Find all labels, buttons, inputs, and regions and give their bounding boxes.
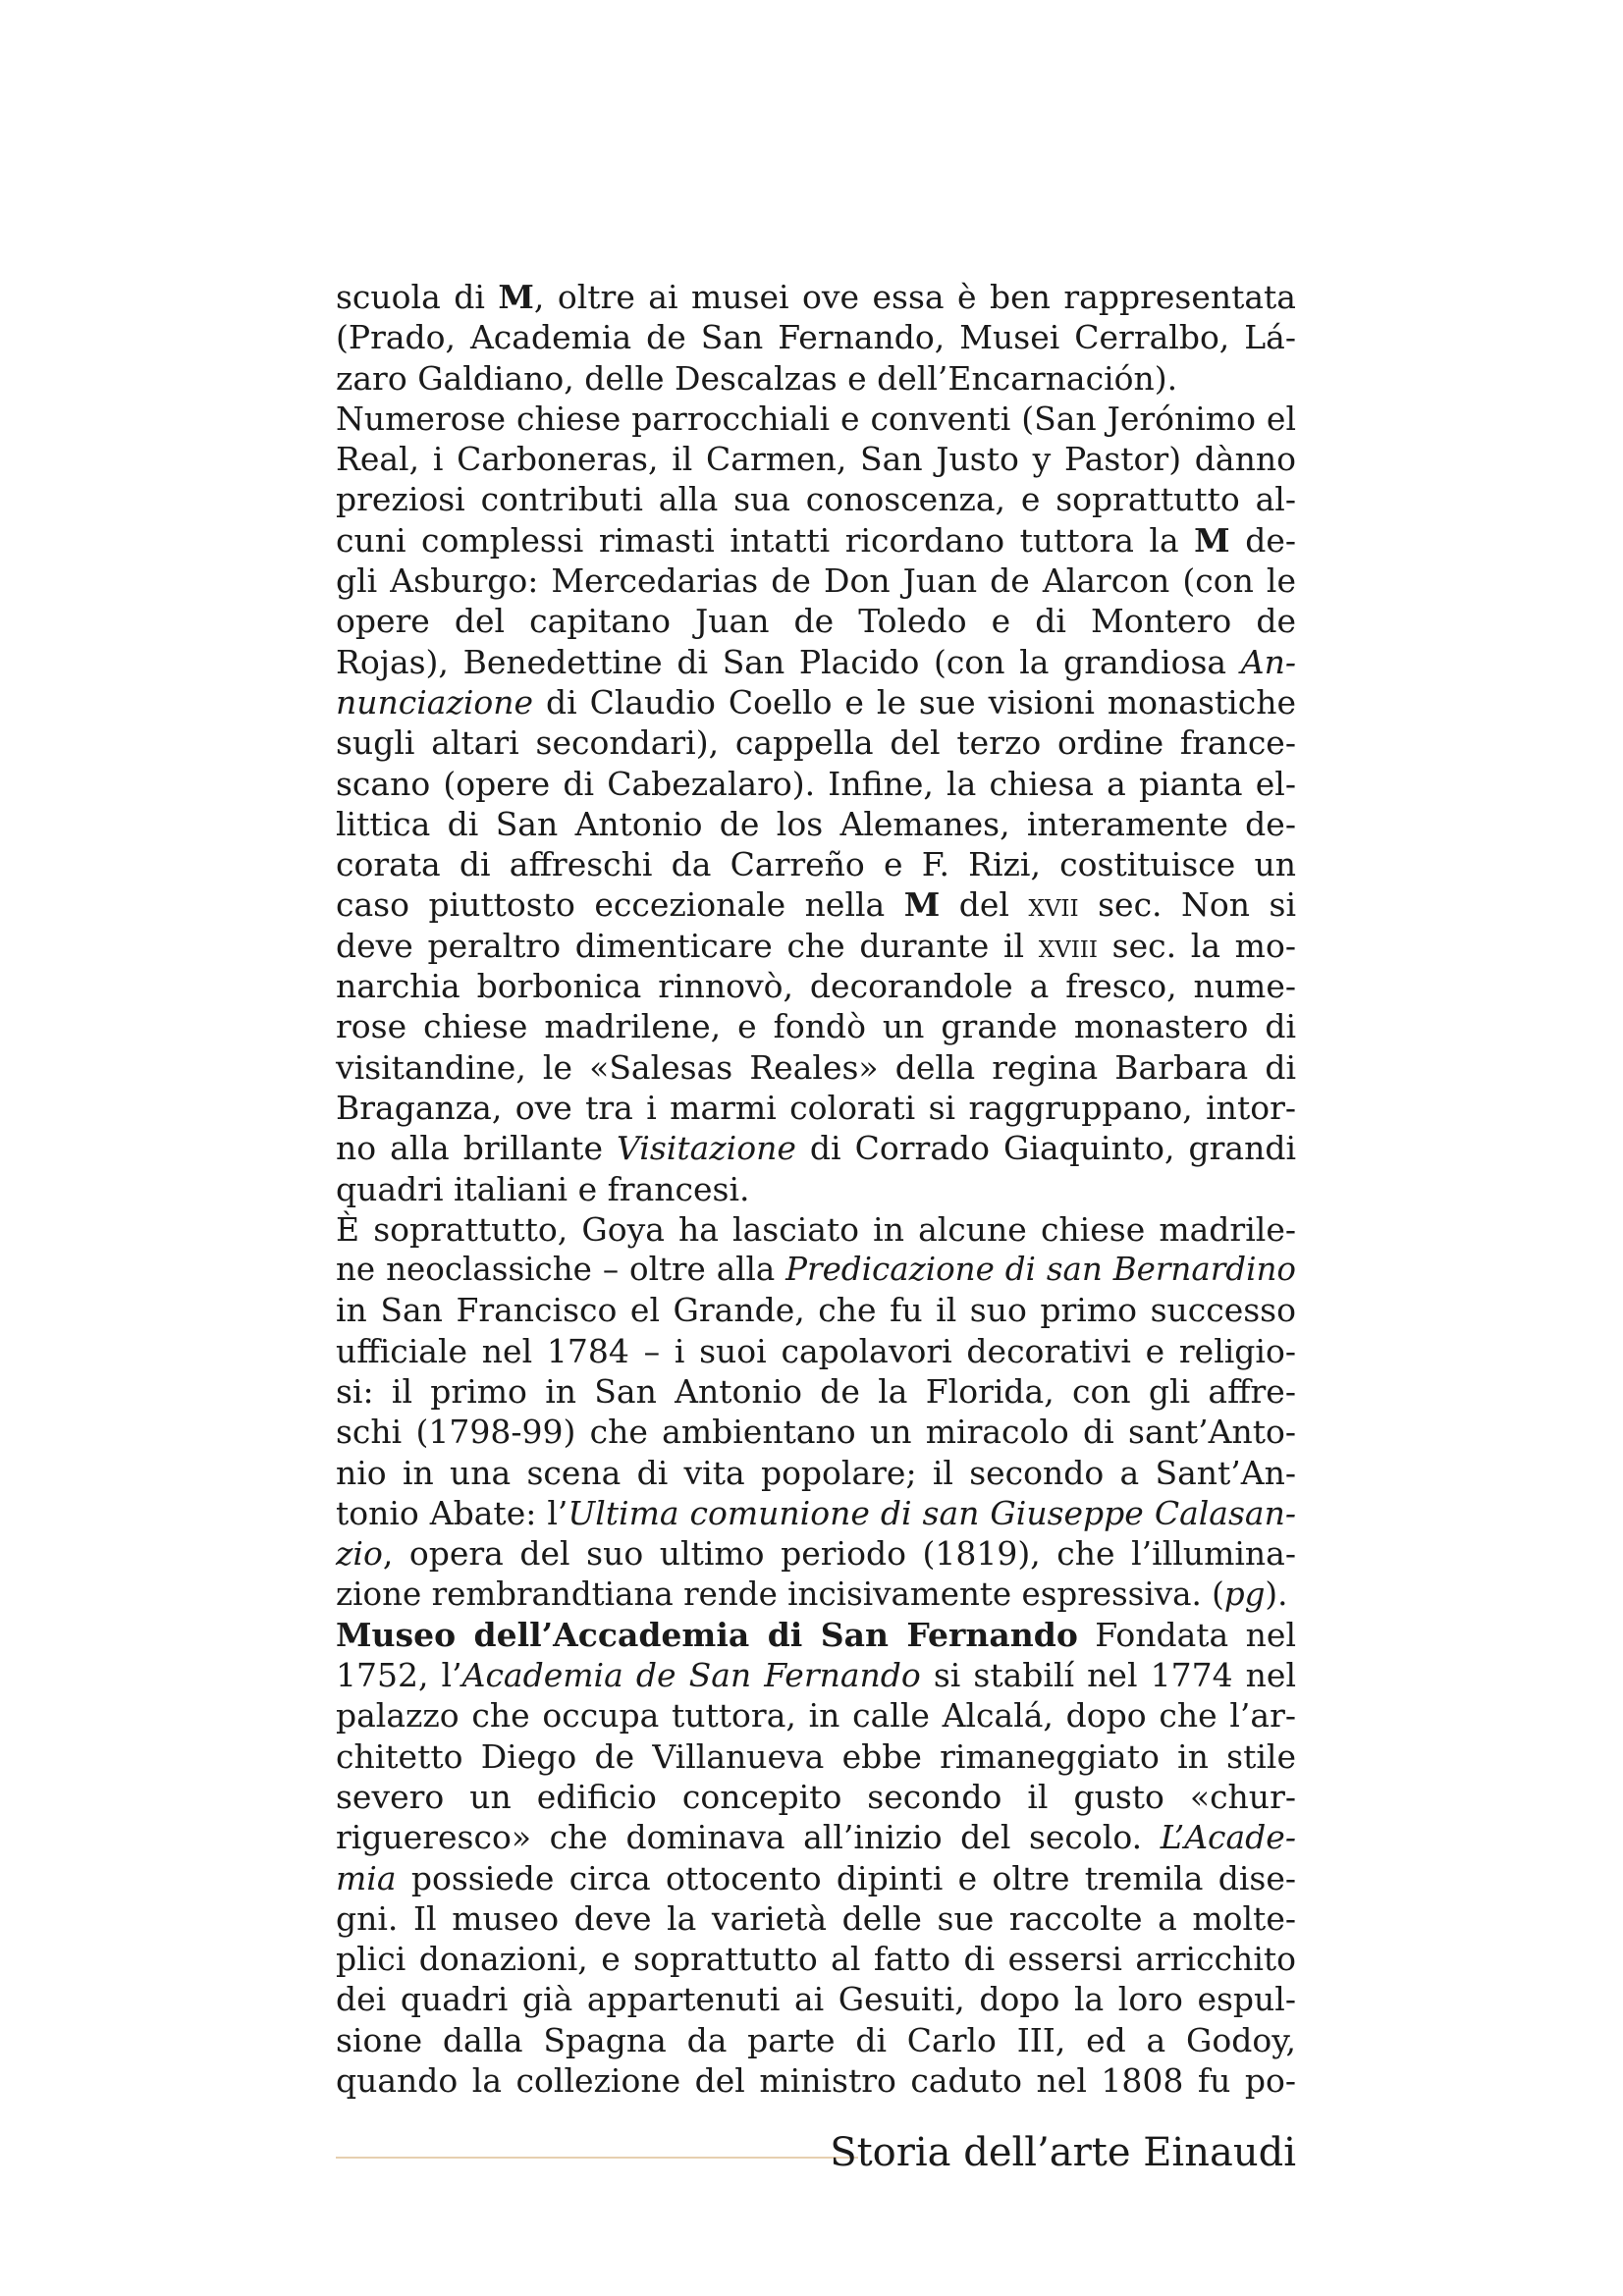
text-run: , oltre ai musei ove essa è ben rappresentata — [533, 278, 1296, 316]
text-run: caso piuttosto eccezionale nella — [336, 885, 904, 925]
text-line — [336, 1979, 1296, 2019]
text-line — [336, 1169, 1296, 1209]
text-line — [336, 1777, 1296, 1817]
text-run: gli Asburgo: Mercedarias de Don Juan de Alarcon (con le — [336, 561, 1296, 601]
text-run: ufficiale nel 1784 – i suoi capolavori decorativi e religio- — [336, 1331, 1296, 1370]
text-run: del — [940, 885, 1029, 925]
small-caps-text: xvii — [1028, 885, 1079, 925]
text-run: tonio Abate: l’ — [336, 1493, 568, 1532]
text-line — [336, 1493, 1296, 1533]
text-run: plici donazioni, e soprattutto al fatto di essersi arricchito — [336, 1940, 1296, 1979]
text-run: nio in una scena di vita popolare; il secondo a Sant’An- — [336, 1453, 1296, 1492]
text-run: sec. la mo- — [1097, 926, 1296, 965]
text-line — [336, 1006, 1296, 1046]
italic-text: zio — [336, 1534, 383, 1574]
text-line — [336, 1939, 1296, 1979]
text-line — [336, 926, 1296, 966]
footer-rule — [336, 2157, 858, 2159]
text-line — [336, 764, 1296, 804]
body-text — [336, 277, 1296, 2101]
small-caps-text: xviii — [1038, 926, 1098, 965]
text-run: ). — [1265, 1575, 1288, 1613]
text-line — [336, 317, 1296, 357]
text-run: di Corrado Giaquinto, grandi — [795, 1129, 1296, 1168]
italic-text: An- — [1240, 642, 1296, 681]
footer-title: Storia dell’arte Einaudi — [830, 2130, 1296, 2175]
text-line — [336, 358, 1296, 399]
text-run: quando la collezione del ministro caduto nel 1808 fu po- — [336, 2061, 1296, 2101]
text-run: schi (1798-99) che ambientano un miracolo di sant’Anto- — [336, 1413, 1296, 1452]
text-run: zione rembrandtiana rende incisivamente espressiva. ( — [336, 1575, 1224, 1613]
text-run: si: il primo in San Antonio de la Florida, con gli affre- — [336, 1372, 1296, 1412]
text-run: Braganza, ove tra i marmi colorati si raggruppano, intor- — [336, 1088, 1296, 1127]
text-run: no alla brillante — [336, 1129, 618, 1168]
text-run: È soprattutto, Goya ha lasciato in alcune chiese madrile- — [336, 1209, 1296, 1249]
text-line — [336, 1128, 1296, 1168]
bold-text: M — [903, 885, 941, 925]
text-run: severo un edificio concepito secondo il gusto «chur- — [336, 1777, 1296, 1816]
text-line — [336, 884, 1296, 925]
text-line — [336, 439, 1296, 479]
text-line — [336, 561, 1296, 601]
text-run: Numerose chiese parrocchiali e conventi (San Jerónimo el — [336, 399, 1296, 438]
text-run: rose chiese madrilene, e fondò un grande monastero di — [336, 1007, 1296, 1046]
bold-text: M — [1194, 520, 1230, 560]
text-line — [336, 1412, 1296, 1452]
bold-text: M — [498, 278, 534, 316]
text-run: visitandine, le «Salesas Reales» della regina Barbara di — [336, 1047, 1296, 1087]
italic-text: nunciazione — [336, 682, 534, 721]
text-line — [336, 1736, 1296, 1777]
text-line — [336, 2060, 1296, 2101]
text-run: in San Francisco el Grande, che fu il suo primo successo — [336, 1291, 1296, 1330]
text-run: ne neoclassiche – oltre alla — [336, 1251, 786, 1289]
text-line — [336, 479, 1296, 519]
text-run: sec. Non si — [1078, 885, 1297, 925]
text-line — [336, 1088, 1296, 1128]
text-line — [336, 399, 1296, 439]
text-run: di Claudio Coello e le sue visioni monastiche — [533, 682, 1296, 721]
text-run: si stabilí nel 1774 nel — [920, 1656, 1296, 1695]
text-line — [336, 601, 1296, 641]
text-run: , opera del suo ultimo periodo (1819), che l’illumina- — [382, 1534, 1296, 1574]
italic-text: pg — [1223, 1575, 1266, 1613]
italic-text: Academia de San Fernando — [461, 1656, 921, 1695]
text-line — [336, 1575, 1296, 1615]
text-line — [336, 804, 1296, 844]
text-line — [336, 1615, 1296, 1655]
text-run: opere del capitano Juan de Toledo e di Montero de — [336, 602, 1296, 641]
bold-text: Museo dell’Accademia di San Fernando — [336, 1615, 1078, 1654]
text-line — [336, 1655, 1296, 1695]
text-run: gni. Il museo deve la varietà delle sue raccolte a molte- — [336, 1898, 1296, 1938]
text-line — [336, 1695, 1296, 1735]
text-line — [336, 1898, 1296, 1939]
italic-text: Predicazione di san Bernardino — [785, 1251, 1296, 1289]
text-run: dei quadri già appartenuti ai Gesuiti, dopo la loro espul- — [336, 1980, 1296, 2019]
text-line — [336, 844, 1296, 884]
text-run: cuni complessi rimasti intatti ricordano tuttora la — [336, 520, 1195, 560]
text-run: zaro Galdiano, delle Descalzas e dell’Encarnación). — [336, 358, 1178, 398]
text-run: corata di affreschi da Carreño e F. Rizi, costituisce un — [336, 845, 1296, 884]
text-run: scano (opere di Cabezalaro). Infine, la chiesa a pianta el- — [336, 764, 1296, 803]
italic-text: L’Acade- — [1160, 1818, 1296, 1857]
text-line — [336, 642, 1296, 682]
text-line — [336, 1209, 1296, 1250]
text-line — [336, 1047, 1296, 1088]
text-run: sione dalla Spagna da parte di Carlo III, ed a Godoy, — [336, 2020, 1296, 2059]
text-line — [336, 1290, 1296, 1330]
text-run: preziosi contributi alla sua conoscenza, e soprattutto al- — [336, 480, 1296, 519]
text-line — [336, 1371, 1296, 1412]
text-run: scuola di — [336, 278, 499, 316]
text-run: Fondata nel — [1077, 1615, 1297, 1654]
text-run: deve peraltro dimenticare che durante il — [336, 926, 1039, 965]
text-run: littica di San Antonio de los Alemanes, interamente de- — [336, 804, 1296, 843]
text-run: (Prado, Academia de San Fernando, Musei Cerralbo, Lá- — [336, 318, 1296, 357]
text-line — [336, 722, 1296, 763]
text-run: Real, i Carboneras, il Carmen, San Justo y Pastor) dànno — [336, 440, 1296, 479]
text-line — [336, 1858, 1296, 1898]
text-line — [336, 277, 1296, 317]
text-line — [336, 1453, 1296, 1493]
text-run: sugli altari secondari), cappella del terzo ordine france- — [336, 723, 1296, 763]
text-line — [336, 682, 1296, 722]
italic-text: Ultima comunione di san Giuseppe Calasan- — [568, 1493, 1296, 1532]
text-run: Rojas), Benedettine di San Placido (con la grandiosa — [336, 642, 1241, 681]
italic-text: mia — [336, 1858, 397, 1897]
text-run: quadri italiani e francesi. — [336, 1169, 750, 1208]
text-line — [336, 1817, 1296, 1857]
text-run: narchia borbonica rinnovò, decorandole a fresco, nume- — [336, 967, 1296, 1006]
text-run: possiede circa ottocento dipinti e oltre tremila dise- — [396, 1858, 1296, 1897]
text-run: chitetto Diego de Villanueva ebbe rimaneggiato in stile — [336, 1736, 1296, 1776]
text-run: de- — [1229, 520, 1296, 560]
text-line — [336, 2020, 1296, 2060]
text-line — [336, 1331, 1296, 1371]
text-line — [336, 520, 1296, 561]
italic-text: Visitazione — [617, 1129, 796, 1168]
text-line — [336, 966, 1296, 1006]
text-run: palazzo che occupa tuttora, in calle Alcalá, dopo che l’ar- — [336, 1696, 1296, 1735]
text-line — [336, 1250, 1296, 1290]
text-run: 1752, l’ — [336, 1656, 462, 1695]
text-line — [336, 1533, 1296, 1574]
text-run: rigueresco» che dominava all’inizio del secolo. — [336, 1818, 1161, 1857]
